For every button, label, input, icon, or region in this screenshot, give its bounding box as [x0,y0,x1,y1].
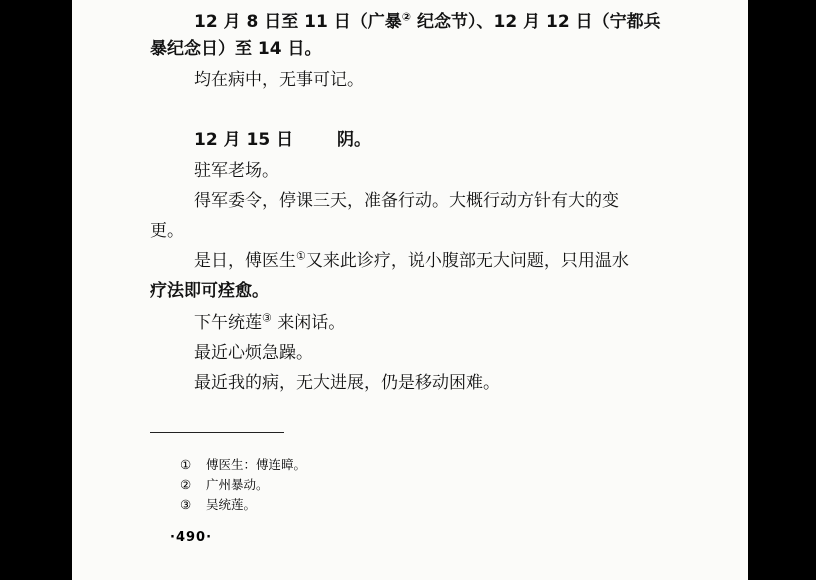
document-page [72,0,748,580]
footnote-2: ② 广州暴动。 [180,478,269,492]
footnote-ref-2: ② [401,10,412,24]
text-line-6: 得军委令，停课三天，准备行动。大概行动方针有大的变 [194,191,619,211]
text-line-11: 最近心烦急躁。 [194,343,313,363]
text-line-9: 疗法即可痊愈。 [150,281,269,301]
text-line-2: 暴纪念日）至 14 日。 [150,39,322,59]
footnote-3: ③ 吴统莲。 [180,498,257,512]
text-line-12: 最近我的病，无大进展，仍是移动困难。 [194,373,500,393]
text-line-1: 12 月 8 日至 11 日（广暴② 纪念节）、12 月 12 日（宁都兵 [194,10,661,32]
footnote-ref-1: ① [296,249,306,263]
text-line-10: 下午统莲③ 来闲话。 [194,311,346,333]
page-number: ·490· [170,530,213,545]
footnote-1: ① 傅医生：傅连暲。 [180,458,307,472]
text-line-7: 更。 [150,221,184,241]
footnote-ref-3: ③ [262,311,272,325]
text-line-8: 是日，傅医生①又来此诊疗，说小腹部无大问题，只用温水 [194,249,629,271]
text-line-5: 驻军老场。 [194,161,279,181]
date-heading: 12 月 15 日 [194,130,294,150]
weather-note: 阴。 [337,130,371,150]
footnote-divider [150,432,284,433]
text-line-3: 均在病中，无事可记。 [194,70,364,90]
